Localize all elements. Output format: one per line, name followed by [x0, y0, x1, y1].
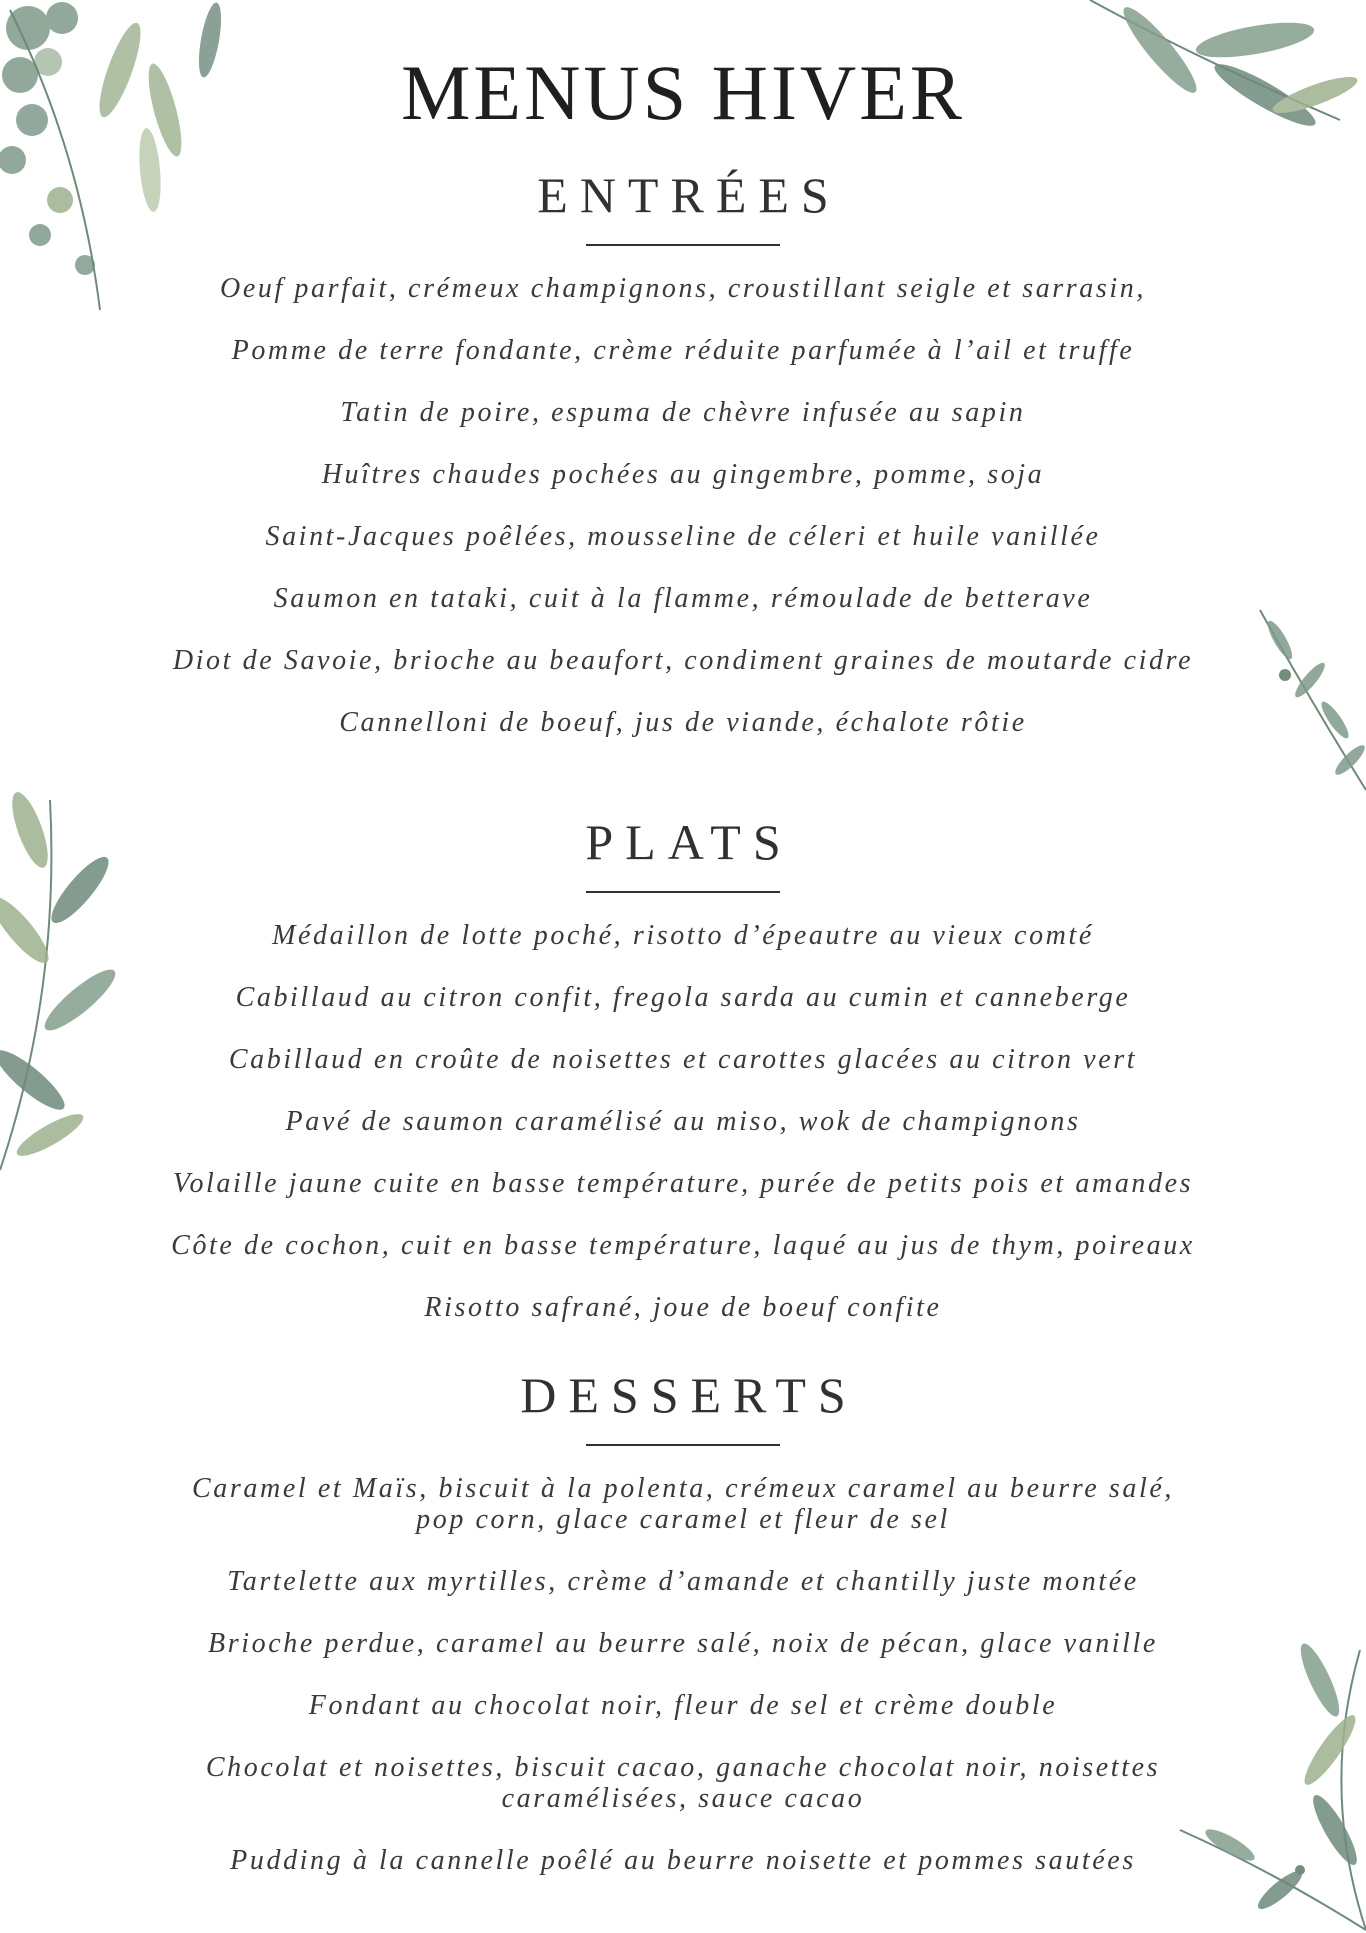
- menu-item: Côte de cochon, cuit en basse température, laqué au jus de thym, poireaux: [171, 1230, 1195, 1261]
- menu-item: [0, 1752, 1366, 1814]
- menu-item: Pudding à la cannelle poêlé au beurre noisette et pommes sautées: [230, 1845, 1136, 1876]
- menu-item: Saint-Jacques poêlées, mousseline de céleri et huile vanillée: [265, 521, 1101, 552]
- section-desserts: [0, 1366, 1366, 1876]
- section-plats: [0, 813, 1366, 1323]
- menu-item: [0, 1473, 1366, 1535]
- menu-item-line: caramélisées, sauce cacao: [501, 1783, 865, 1814]
- menu-item: Oeuf parfait, crémeux champignons, croustillant seigle et sarrasin,: [220, 273, 1146, 304]
- section-entrees: [0, 166, 1366, 738]
- menu-item-line: pop corn, glace caramel et fleur de sel: [416, 1504, 950, 1535]
- section-heading: ENTRÉES: [537, 167, 841, 223]
- menu-item: Huîtres chaudes pochées au gingembre, pomme, soja: [321, 459, 1045, 490]
- menu-item-line: Caramel et Maïs, biscuit à la polenta, crémeux caramel au beurre salé,: [192, 1473, 1174, 1504]
- menu-item: Fondant au chocolat noir, fleur de sel et crème double: [308, 1690, 1058, 1721]
- menu-item: Risotto safrané, joue de boeuf confite: [424, 1292, 942, 1323]
- menu-item: Pavé de saumon caramélisé au miso, wok de champignons: [285, 1106, 1081, 1137]
- menu-item: Saumon en tataki, cuit à la flamme, rémoulade de betterave: [273, 583, 1093, 614]
- menu-item: Brioche perdue, caramel au beurre salé, noix de pécan, glace vanille: [208, 1628, 1158, 1659]
- section-divider: [586, 244, 780, 246]
- section-heading: PLATS: [585, 814, 793, 870]
- section-divider: [586, 1444, 780, 1446]
- menu-item: Cabillaud au citron confit, fregola sarda au cumin et canneberge: [235, 982, 1131, 1013]
- section-heading: DESSERTS: [520, 1367, 858, 1423]
- menu-item: Médaillon de lotte poché, risotto d’épeautre au vieux comté: [272, 920, 1094, 951]
- menu-items: [0, 273, 1366, 738]
- menu-item: Volaille jaune cuite en basse température, purée de petits pois et amandes: [172, 1168, 1194, 1199]
- menu-item: Diot de Savoie, brioche au beaufort, condiment graines de moutarde cidre: [172, 645, 1194, 676]
- menu-item-line: Chocolat et noisettes, biscuit cacao, ganache chocolat noir, noisettes: [205, 1752, 1161, 1783]
- menu-item: Tatin de poire, espuma de chèvre infusée au sapin: [340, 397, 1026, 428]
- section-divider: [586, 891, 780, 893]
- page-title: MENUS HIVER: [401, 49, 965, 136]
- menu-item: Tartelette aux myrtilles, crème d’amande et chantilly juste montée: [227, 1566, 1139, 1597]
- menu-item: Cabillaud en croûte de noisettes et carottes glacées au citron vert: [228, 1044, 1138, 1075]
- menu-item: Cannelloni de boeuf, jus de viande, échalote rôtie: [339, 707, 1027, 738]
- menu-item: Pomme de terre fondante, crème réduite parfumée à l’ail et truffe: [231, 335, 1135, 366]
- menu-items: [0, 920, 1366, 1323]
- menu-items: [0, 1473, 1366, 1876]
